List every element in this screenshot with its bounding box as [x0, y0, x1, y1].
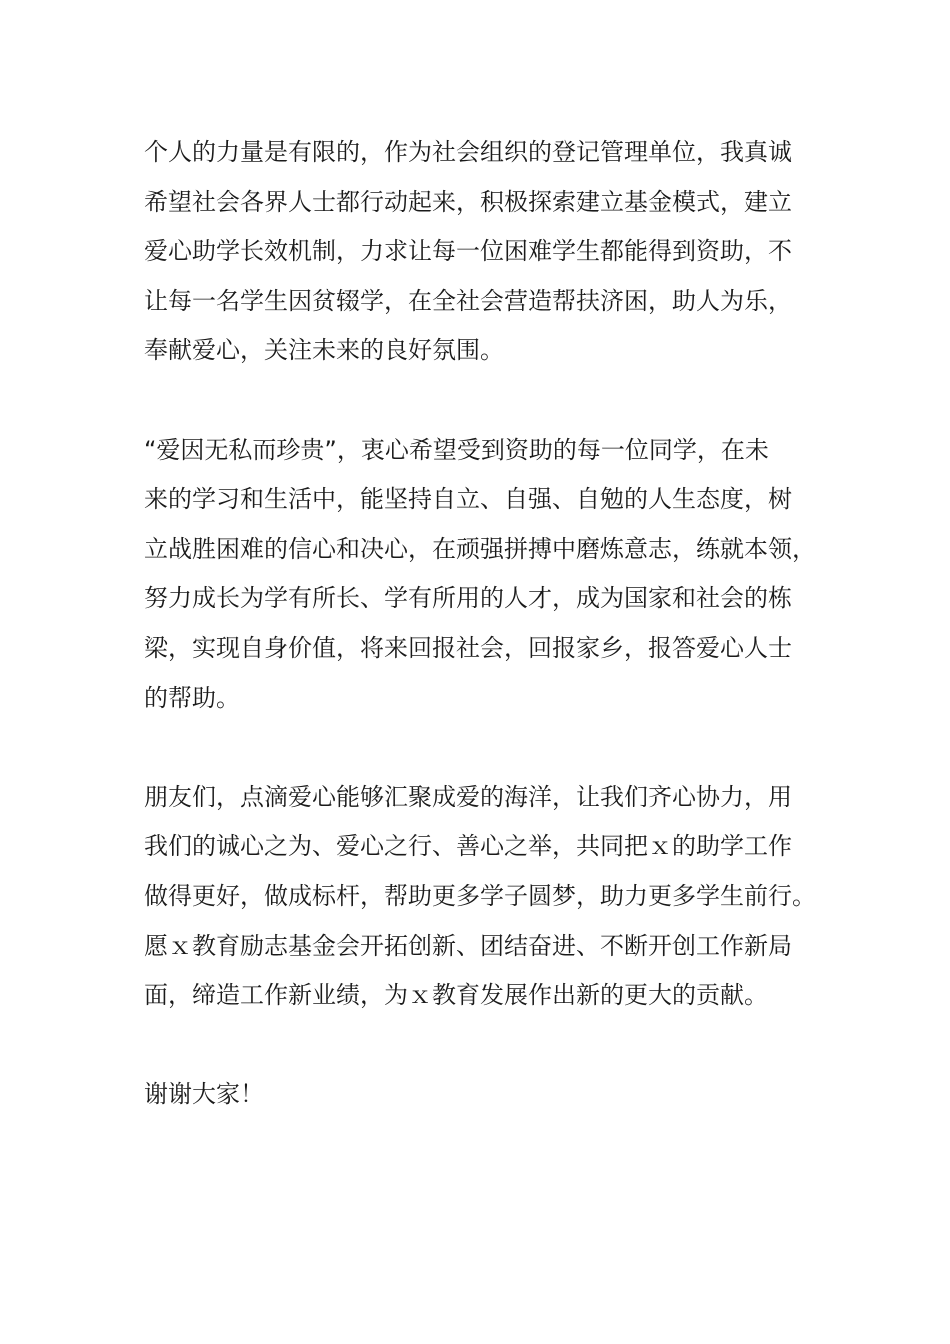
paragraph-line: 努力成长为学有所长、学有所用的人才，成为国家和社会的栋 — [144, 584, 792, 613]
closing-line — [144, 1070, 814, 1120]
paragraph-line: 梁，实现自身价值，将来回报社会，回报家乡，报答爱心人士 — [144, 633, 792, 662]
paragraph-line: 让每一名学生因贫辍学，在全社会营造帮扶济困，助人为乐， — [144, 286, 792, 315]
paragraph-line: 做得更好，做成标杆，帮助更多学子圆梦，助力更多学生前行。 — [144, 881, 816, 910]
paragraph-spacer — [144, 376, 814, 426]
paragraph-line: 立战胜困难的信心和决心，在顽强拼搏中磨炼意志，练就本领， — [144, 534, 816, 563]
paragraph-line: 朋友们，点滴爱心能够汇聚成爱的海洋，让我们齐心协力，用 — [144, 782, 792, 811]
paragraph-line: 爱心助学长效机制，力求让每一位困难学生都能得到资助，不 — [144, 237, 792, 266]
paragraph-line: 的帮助。 — [144, 683, 240, 712]
paragraph-line: 愿ｘ教育励志基金会开拓创新、团结奋进、不断开创工作新局 — [144, 931, 792, 960]
paragraph-spacer — [144, 1021, 814, 1071]
paragraph-1 — [144, 128, 814, 376]
paragraph-line: 来的学习和生活中，能坚持自立、自强、自勉的人生态度，树 — [144, 485, 792, 514]
paragraph-line: 奉献爱心，关注未来的良好氛围。 — [144, 336, 504, 365]
paragraph-line: “爱因无私而珍贵”，衷心希望受到资助的每一位同学，在未 — [144, 435, 769, 464]
paragraph-line: 面，缔造工作新业绩，为ｘ教育发展作出新的更大的贡献。 — [144, 981, 768, 1010]
paragraph-2 — [144, 426, 814, 724]
paragraph-line: 谢谢大家！ — [144, 1080, 264, 1109]
paragraph-line: 希望社会各界人士都行动起来，积极探索建立基金模式，建立 — [144, 187, 792, 216]
paragraph-line: 我们的诚心之为、爱心之行、善心之举，共同把ｘ的助学工作 — [144, 832, 792, 861]
paragraph-spacer — [144, 723, 814, 773]
paragraph-3 — [144, 773, 814, 1021]
document-body — [144, 128, 814, 1120]
paragraph-line: 个人的力量是有限的，作为社会组织的登记管理单位，我真诚 — [144, 138, 792, 166]
